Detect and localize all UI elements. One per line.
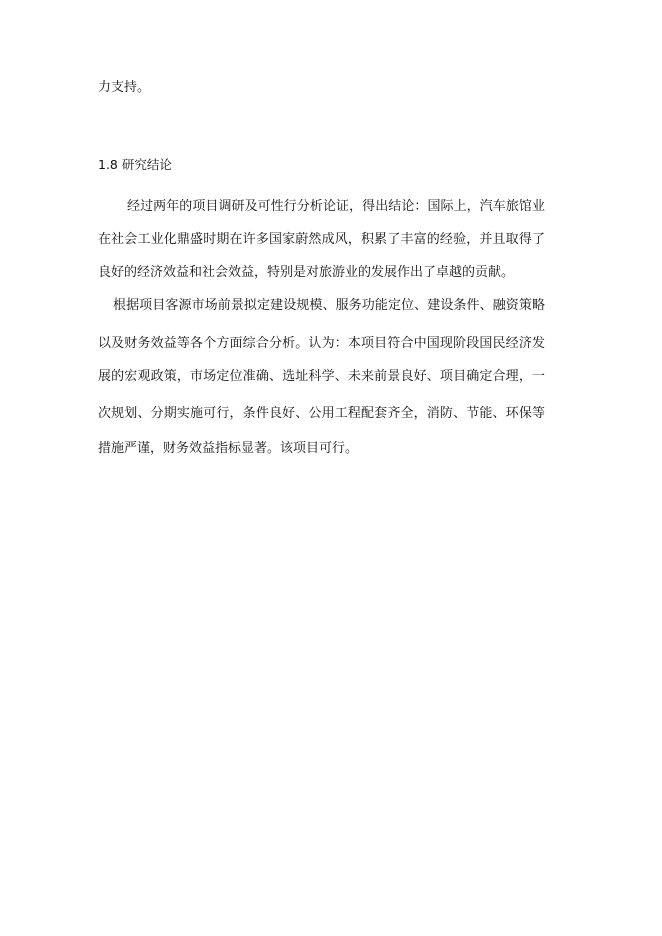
paragraph-line: 经过两年的项目调研及可性行分析论证，得出结论：国际上，汽车旅馆业 [127,199,545,214]
paragraph-line: 展的宏观政策，市场定位准确、选址科学、未来前景良好、项目确定合理，一 [98,369,545,384]
paragraph-line: 措施严谨，财务效益指标显著。该项目可行。 [98,441,359,456]
paragraph-line: 根据项目客源市场前景拟定建设规模、服务功能定位、建设条件、融资策略 [113,298,545,313]
paragraph-line: 在社会工业化鼎盛时期在许多国家蔚然成风，积累了丰富的经验，并且取得了 [98,232,545,247]
continuation-text: 力支持。 [98,80,151,95]
paragraph-line: 良好的经济效益和社会效益，特别是对旅游业的发展作出了卓越的贡献。 [98,265,515,280]
paragraph-line: 以及财务效益等各个方面综合分析。认为：本项目符合中国现阶段国民经济发 [98,336,545,351]
section-heading: 1.8 研究结论 [98,157,172,172]
paragraph-line: 次规划、分期实施可行，条件良好、公用工程配套齐全，消防、节能、环保等 [98,406,545,421]
